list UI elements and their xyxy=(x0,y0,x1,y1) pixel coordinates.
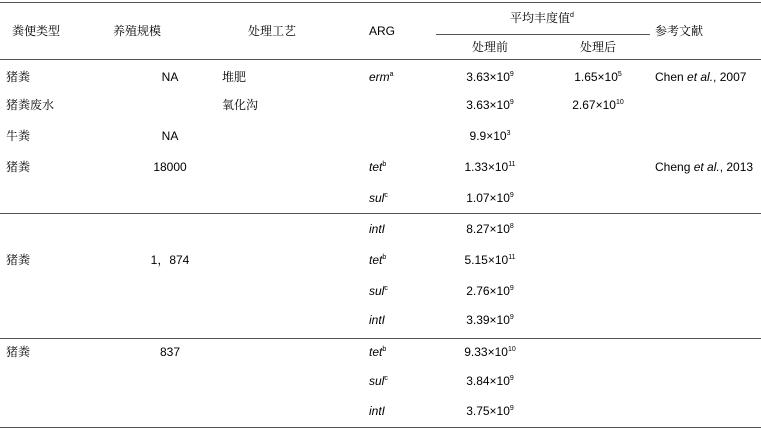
arg-name: intI xyxy=(369,404,386,418)
arg-name: intI xyxy=(369,313,386,327)
reference-cell xyxy=(655,70,746,84)
header-process: 处理工艺 xyxy=(248,24,297,38)
before-value-exponent: 9 xyxy=(509,314,514,321)
arg-cell xyxy=(369,374,388,388)
arg-name: tet xyxy=(369,253,383,267)
before-value-base: 9.9×10 xyxy=(469,129,507,143)
arg-name: tet xyxy=(369,345,383,359)
before-value-base: 1.07×10 xyxy=(466,191,510,205)
before-value-base: 1.33×10 xyxy=(464,160,509,174)
before-value-exponent: 11 xyxy=(508,254,516,261)
before-value-cell xyxy=(466,70,514,84)
after-value-cell xyxy=(574,70,622,84)
header-abundance-footnote: d xyxy=(570,12,574,19)
arg-name: erm xyxy=(369,70,390,84)
farm-scale-cell: NA xyxy=(161,129,179,143)
before-value-cell xyxy=(466,222,514,236)
reference-year: , 2013 xyxy=(719,160,754,174)
before-value-exponent: 9 xyxy=(509,99,514,106)
manure-type-cell: 猪粪废水 xyxy=(6,98,55,112)
bottom-rule xyxy=(0,427,761,428)
before-value-exponent: 9 xyxy=(509,285,514,292)
before-value-base: 3.84×10 xyxy=(466,374,510,388)
before-value-exponent: 8 xyxy=(509,223,514,230)
arg-footnote: c xyxy=(384,285,388,292)
arg-cell xyxy=(369,160,386,174)
before-value-cell xyxy=(464,345,516,359)
before-value-base: 3.63×10 xyxy=(466,98,510,112)
after-value-cell xyxy=(572,98,624,112)
group-rule-2 xyxy=(0,338,761,339)
before-value-base: 3.63×10 xyxy=(466,70,510,84)
before-value-cell xyxy=(466,191,514,205)
before-value-exponent: 9 xyxy=(509,71,514,78)
before-value-exponent: 11 xyxy=(508,161,516,168)
header-manure-type: 粪便类型 xyxy=(12,24,61,38)
farm-scale-cell: NA xyxy=(161,70,179,84)
reference-author: Chen xyxy=(655,70,688,84)
process-cell: 氧化沟 xyxy=(222,98,259,112)
arg-footnote: c xyxy=(384,375,388,382)
arg-footnote: c xyxy=(384,192,388,199)
header-after: 处理后 xyxy=(580,40,617,54)
abundance-group-rule xyxy=(436,34,650,35)
before-value-cell xyxy=(466,374,514,388)
after-value-exponent: 5 xyxy=(617,71,622,78)
after-value-exponent: 10 xyxy=(615,99,624,106)
top-rule xyxy=(0,2,761,3)
header-arg: ARG xyxy=(369,24,396,38)
arg-name: sul xyxy=(369,191,385,205)
reference-etal: et al. xyxy=(687,70,714,84)
header-abundance-label: 平均丰度值 xyxy=(510,11,571,25)
before-value-cell xyxy=(466,284,514,298)
arg-cell xyxy=(369,404,385,418)
before-value-base: 2.76×10 xyxy=(466,284,510,298)
header-rule xyxy=(0,59,761,60)
before-value-exponent: 3 xyxy=(506,130,511,137)
manure-type-cell: 猪粪 xyxy=(6,70,31,84)
reference-year: , 2007 xyxy=(713,70,747,84)
arg-footnote: a xyxy=(389,71,394,78)
reference-etal: et al. xyxy=(693,160,720,174)
header-reference: 参考文献 xyxy=(655,24,704,38)
header-abundance-group xyxy=(510,11,574,25)
before-value-exponent: 9 xyxy=(509,375,514,382)
farm-scale-cell: 1，874 xyxy=(150,253,190,267)
before-value-cell xyxy=(466,313,514,327)
manure-type-cell: 猪粪 xyxy=(6,253,31,267)
before-value-base: 9.33×10 xyxy=(464,345,508,359)
before-value-exponent: 10 xyxy=(507,346,516,353)
arg-name: sul xyxy=(369,374,385,388)
arg-cell xyxy=(369,222,385,236)
arg-footnote: b xyxy=(382,346,387,353)
header-farm-scale: 养殖规模 xyxy=(113,24,162,38)
arg-footnote: b xyxy=(382,254,387,261)
arg-name: sul xyxy=(369,284,385,298)
arg-cell xyxy=(369,191,388,205)
before-value-cell xyxy=(466,404,514,418)
before-value-cell xyxy=(465,160,516,174)
before-value-cell xyxy=(466,98,514,112)
before-value-exponent: 9 xyxy=(509,192,514,199)
arg-footnote: b xyxy=(382,161,387,168)
before-value-exponent: 9 xyxy=(509,405,514,412)
manure-type-cell: 牛粪 xyxy=(6,129,31,143)
before-value-base: 8.27×10 xyxy=(466,222,510,236)
arg-name: tet xyxy=(369,160,383,174)
before-value-base: 3.39×10 xyxy=(466,313,510,327)
manure-type-cell: 猪粪 xyxy=(6,160,31,174)
arg-cell xyxy=(369,313,385,327)
manure-type-cell: 猪粪 xyxy=(6,345,31,359)
header-before: 处理前 xyxy=(472,40,509,54)
arg-cell xyxy=(369,284,388,298)
arg-cell xyxy=(369,345,386,359)
reference-cell xyxy=(655,160,753,174)
before-value-cell xyxy=(470,129,511,143)
after-value-base: 1.65×10 xyxy=(574,70,618,84)
reference-author: Cheng xyxy=(655,160,694,174)
before-value-base: 5.15×10 xyxy=(464,253,509,267)
farm-scale-cell: 18000 xyxy=(153,160,187,174)
farm-scale-cell: 837 xyxy=(159,345,181,359)
before-value-cell xyxy=(465,253,516,267)
after-value-base: 2.67×10 xyxy=(572,98,616,112)
arg-name: intI xyxy=(369,222,386,236)
process-cell: 堆肥 xyxy=(222,70,247,84)
before-value-base: 3.75×10 xyxy=(466,404,510,418)
arg-cell xyxy=(369,70,394,84)
arg-cell xyxy=(369,253,386,267)
group-rule-1 xyxy=(0,213,761,214)
